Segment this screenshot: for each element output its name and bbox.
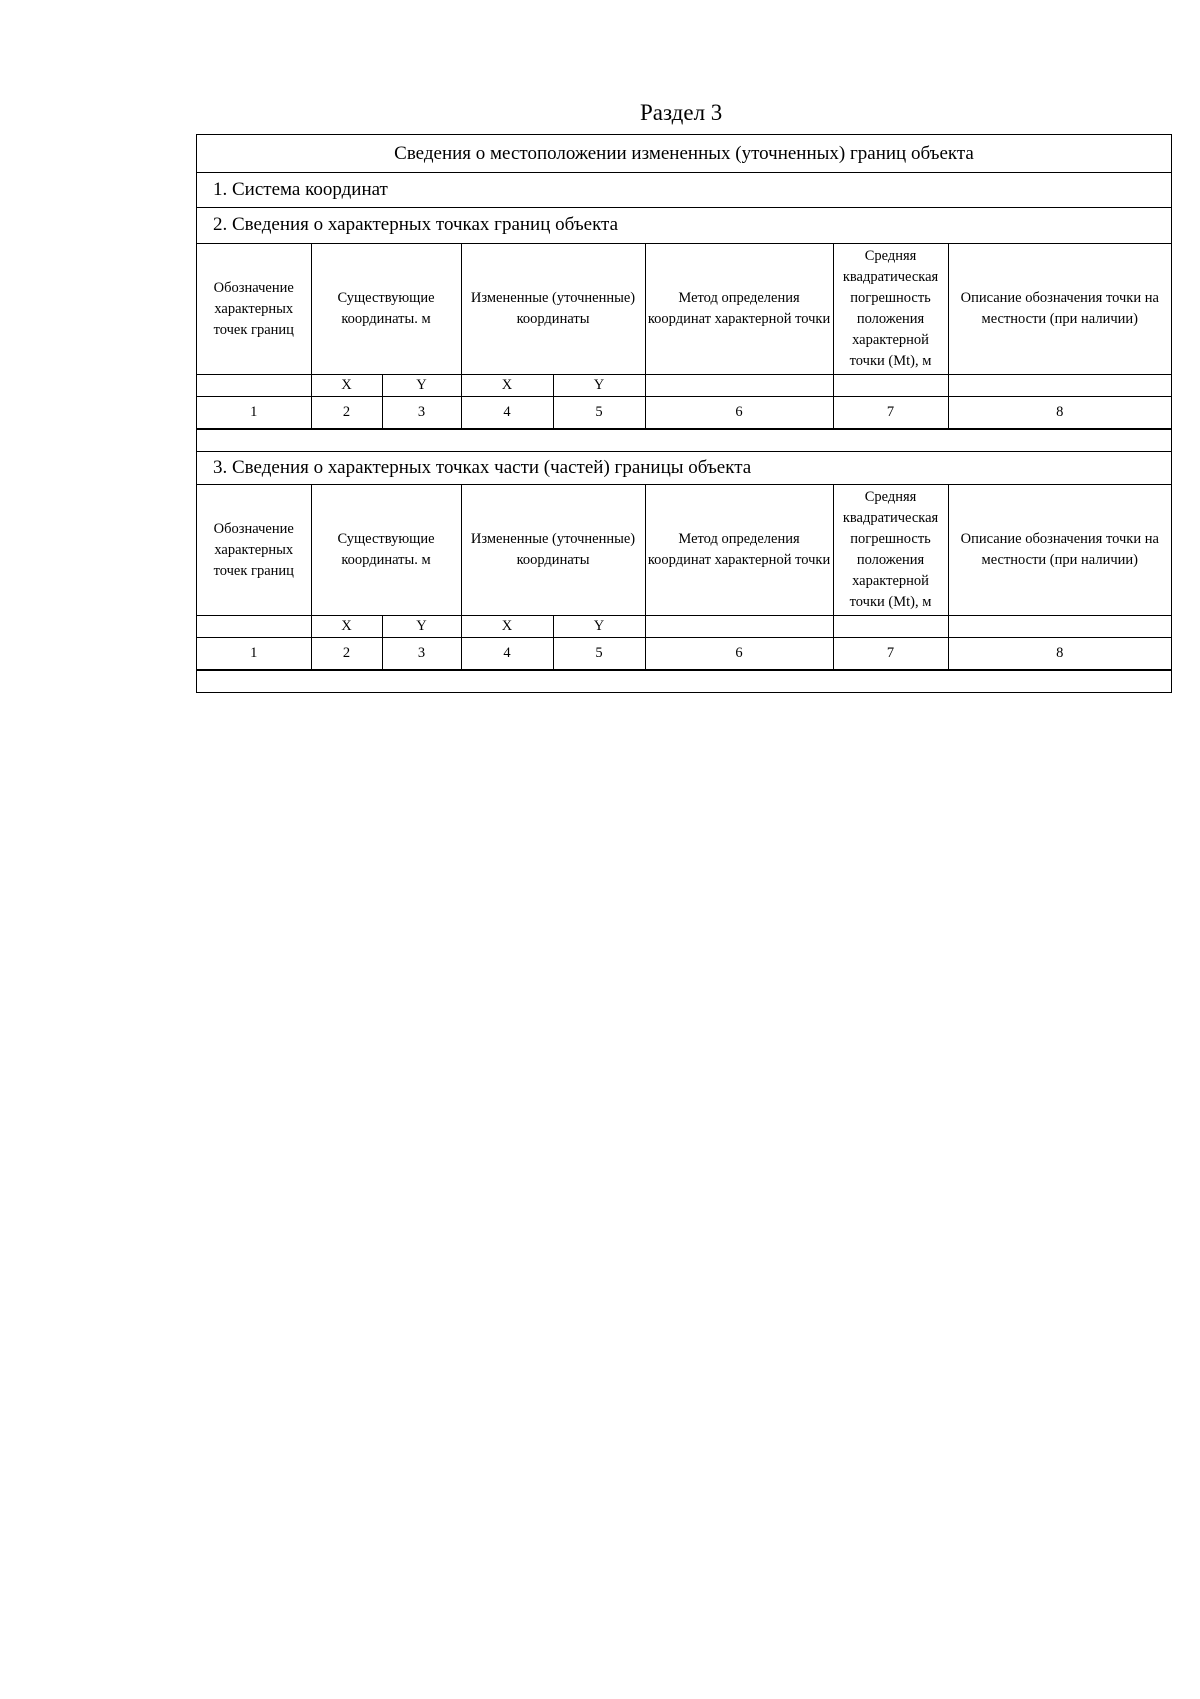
col-designation: Обозначение характерных точек границ xyxy=(197,485,311,616)
col-error: Средняя квадратическая погрешность положения характерной точки (Mt), м xyxy=(833,244,948,375)
column-number: 2 xyxy=(311,397,382,429)
xy-cell-empty xyxy=(197,375,311,397)
column-number: 3 xyxy=(382,638,461,670)
col-designation: Обозначение характерных точек границ xyxy=(197,244,311,375)
axis-x: X xyxy=(311,375,382,397)
xy-cell-empty xyxy=(197,616,311,638)
column-number: 1 xyxy=(197,397,311,429)
column-number: 5 xyxy=(553,638,645,670)
axis-y: Y xyxy=(553,375,645,397)
column-number: 6 xyxy=(645,638,833,670)
column-number: 7 xyxy=(833,638,948,670)
axis-y: Y xyxy=(382,616,461,638)
column-number: 7 xyxy=(833,397,948,429)
axis-x: X xyxy=(461,375,553,397)
col-method: Метод определения координат характерной точки xyxy=(645,485,833,616)
column-number: 4 xyxy=(461,638,553,670)
xy-cell-empty xyxy=(645,375,833,397)
column-number: 1 xyxy=(197,638,311,670)
column-number: 4 xyxy=(461,397,553,429)
coords-system-heading: 1. Система координат xyxy=(197,173,1171,208)
column-number: 5 xyxy=(553,397,645,429)
column-number: 8 xyxy=(948,638,1171,670)
column-number: 6 xyxy=(645,397,833,429)
part-points-heading: 3. Сведения о характерных точках части (частей) границы объекта xyxy=(197,451,1171,485)
col-description: Описание обозначения точки на местности (при наличии) xyxy=(948,244,1171,375)
col-changed: Измененные (уточненные) координаты xyxy=(461,244,645,375)
col-existing: Существующие координаты. м xyxy=(311,485,461,616)
boundary-form xyxy=(196,134,1172,693)
column-number: 2 xyxy=(311,638,382,670)
xy-cell-empty xyxy=(833,375,948,397)
boundary-points-heading: 2. Сведения о характерных точках границ объекта xyxy=(197,208,1171,244)
form-title: Сведения о местоположении измененных (уточненных) границ объекта xyxy=(197,135,1171,173)
xy-cell-empty xyxy=(833,616,948,638)
axis-x: X xyxy=(461,616,553,638)
xy-cell-empty xyxy=(645,616,833,638)
xy-cell-empty xyxy=(948,616,1171,638)
axis-y: Y xyxy=(382,375,461,397)
col-error: Средняя квадратическая погрешность положения характерной точки (Mt), м xyxy=(833,485,948,616)
col-existing: Существующие координаты. м xyxy=(311,244,461,375)
axis-x: X xyxy=(311,616,382,638)
col-changed: Измененные (уточненные) координаты xyxy=(461,485,645,616)
section-title: Раздел 3 xyxy=(640,100,723,125)
empty-row xyxy=(197,670,1171,692)
column-number: 3 xyxy=(382,397,461,429)
boundary-points-table xyxy=(197,244,1171,429)
xy-cell-empty xyxy=(948,375,1171,397)
part-points-table xyxy=(197,485,1171,670)
col-method: Метод определения координат характерной точки xyxy=(645,244,833,375)
axis-y: Y xyxy=(553,616,645,638)
column-number: 8 xyxy=(948,397,1171,429)
empty-row xyxy=(197,429,1171,451)
col-description: Описание обозначения точки на местности (при наличии) xyxy=(948,485,1171,616)
